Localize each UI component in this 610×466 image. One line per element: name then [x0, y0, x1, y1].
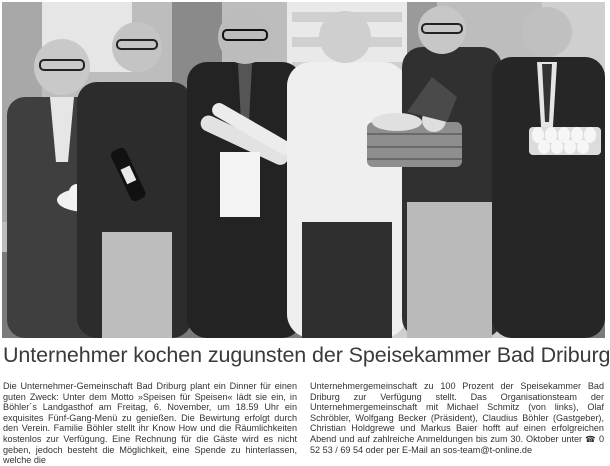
article-column-right — [310, 381, 604, 455]
column-right-text-2: oder per E-Mail an sos-team@t-online.de — [365, 444, 533, 455]
phone-number: 0 52 53 / 69 54 — [310, 433, 604, 455]
photo-illustration — [2, 2, 605, 338]
article-body — [3, 381, 604, 466]
column-right-text-1: Unternehmergemeinschaft zu 100 Prozent der Speisekammer Bad Driburg zur Verfügung stellt. Das Organisationsteam der Unternehmergemeinschaft mit Michael Schmitz (von links), Olaf Schröbler, Wolfgang Becker (Präsident), Claudius Böhler (Gastgeber), Christian Holdgrewe und Markus Baier hofft auf einen erfolgreichen Abend und auf zahlreiche Anmeldungen bis zum 30. Oktober unter — [310, 381, 604, 444]
phone-icon: ☎ — [585, 433, 596, 444]
group-photo — [2, 2, 605, 338]
article-headline: Unternehmer kochen zugunsten der Speisekammer Bad Driburg — [3, 343, 610, 367]
article-column-left: Die Unternehmer-Gemeinschaft Bad Driburg plant ein Dinner für einen guten Zweck: Unter dem Motto »Speisen für Speisen« lädt sie ein, in Böhler´s Landgasthof am Freitag, 6. November, um 18.59 Uhr ein exquisites Fünf-Gang-Menü zu genießen. Die Bewirtung erfolgt durch den Verein. Familie Böhler stellt ihr Know How und die Räumlichkeiten kostenlos zur Verfügung. Eine Rechnung für die Gäste wird es nicht geben, jedoch besteht die Möglichkeit, eine Spende zu hinterlassen, welche die — [3, 381, 297, 466]
